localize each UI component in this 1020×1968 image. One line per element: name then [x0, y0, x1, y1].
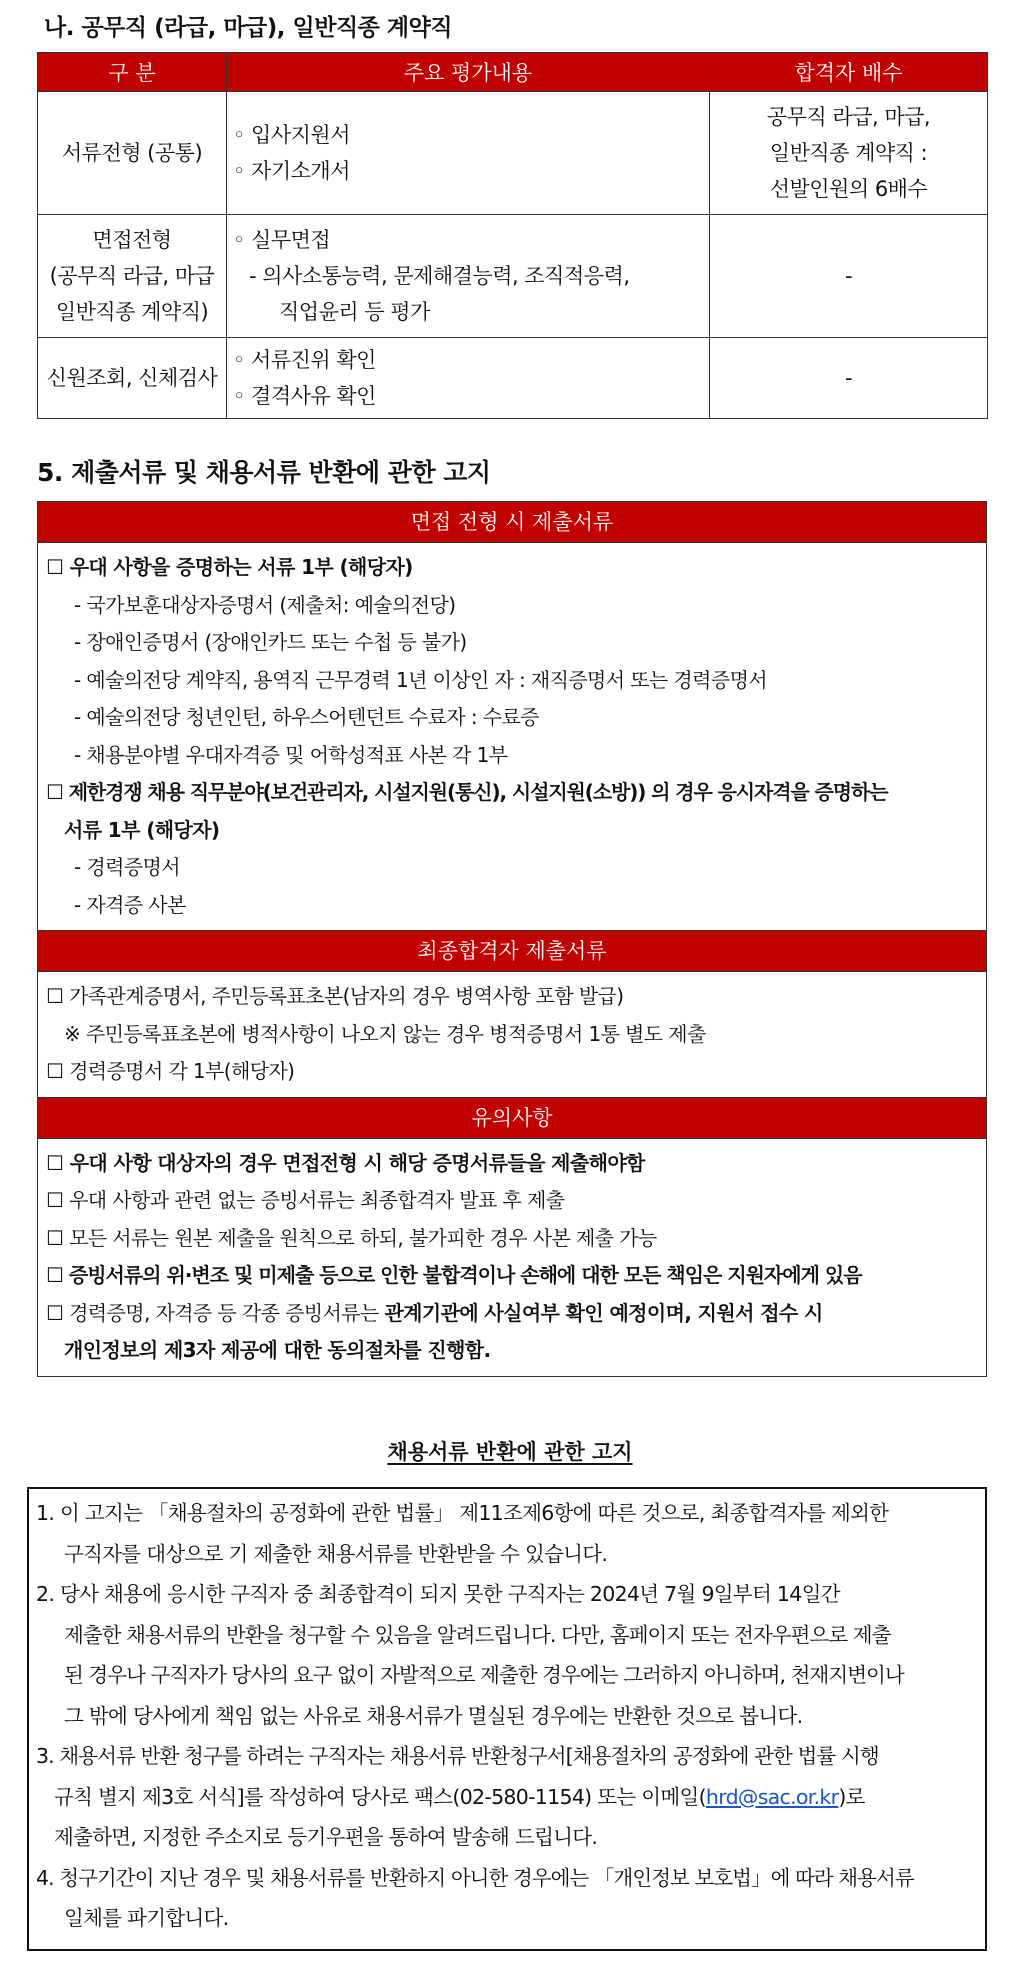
multiple-cell — [710, 92, 988, 215]
final-docs-list — [38, 972, 986, 1097]
note-text-bold: 관계기관에 사실여부 확인 예정이며, 지원서 접수 시 — [384, 1300, 823, 1325]
header-content: 주요 평가내용 — [227, 53, 710, 92]
return-notice-box — [27, 1487, 987, 1951]
list-item: ☐ 우대 사항과 관련 없는 증빙서류는 최종합격자 발표 후 제출 — [46, 1188, 565, 1212]
content-text: 직업윤리 등 평가 — [279, 300, 430, 324]
multiple-cell — [710, 338, 988, 419]
stage-text: 신원조회, 신체검사 — [46, 366, 218, 390]
list-item: ☐ 경력증명서 각 1부(해당자) — [46, 1059, 295, 1083]
note-text: ☐ 경력증명, 자격증 등 각종 증빙서류는 — [46, 1300, 385, 1325]
content-text: ◦ 결격사유 확인 — [233, 384, 376, 408]
stage-text: (공무직 라급, 마급 — [49, 264, 215, 288]
list-item: ☐ 증빙서류의 위·변조 및 미제출 등으로 인한 불합격이나 손해에 대한 모든 책임은 지원자에게 있음 — [46, 1263, 862, 1287]
list-item: 그 밖에 당사에게 책임 없는 사유로 채용서류가 멸실된 경우에는 반환한 것으로 봅니다. — [64, 1703, 803, 1728]
multiple-text: 선발인원의 6배수 — [769, 177, 928, 201]
documents-box — [37, 501, 987, 1377]
list-item: ☐ 가족관계증명서, 주민등록표초본(남자의 경우 병역사항 포함 발급) — [46, 984, 624, 1008]
content-text: ◦ 입사지원서 — [233, 123, 350, 147]
return-notice-title — [0, 1436, 1020, 1466]
table-row — [38, 92, 988, 215]
interview-docs-header: 면접 전형 시 제출서류 — [38, 502, 986, 542]
stage-text: 서류전형 (공통) — [61, 141, 203, 165]
content-text: ◦ 실무면접 — [233, 228, 331, 252]
multiple-text: - — [844, 264, 853, 288]
list-item: - 채용분야별 우대자격증 및 어학성적표 사본 각 1부 — [74, 742, 508, 767]
evaluation-table — [37, 52, 988, 419]
multiple-text: 공무직 라급, 마급, — [766, 105, 931, 129]
list-item: - 경력증명서 — [74, 855, 180, 879]
list-item: 구직자를 대상으로 기 제출한 채용서류를 반환받을 수 있습니다. — [64, 1541, 608, 1566]
list-item: 1. 이 고지는 「채용절차의 공정화에 관한 법률」 제11조제6항에 따른 것으로, 최종합격자를 제외한 — [36, 1501, 889, 1525]
email-link[interactable]: hrd@sac.or.kr — [705, 1784, 839, 1809]
return-notice-title-text: 채용서류 반환에 관한 고지 — [387, 1440, 633, 1464]
stage-text: 면접전형 — [92, 228, 172, 252]
content-cell — [227, 215, 710, 338]
stage-cell — [38, 92, 227, 215]
list-item: 개인정보의 제3자 제공에 대한 동의절차를 진행함. — [64, 1338, 491, 1362]
list-item: ☐ 제한경쟁 채용 직무분야(보건관리자, 시설지원(통신), 시설지원(소방)) 의 경우 응시자격을 증명하는 — [46, 780, 888, 804]
list-item: 서류 1부 (해당자) — [64, 817, 220, 842]
notes-list — [38, 1139, 986, 1376]
list-item: 제출하면, 지정한 주소지로 등기우편을 통하여 발송해 드립니다. — [54, 1825, 598, 1849]
stage-cell — [38, 215, 227, 338]
content-cell — [227, 92, 710, 215]
table-row — [38, 215, 988, 338]
list-item: 일체를 파기합니다. — [64, 1906, 229, 1930]
notice-text: 규칙 별지 제3호 서식]를 작성하여 당사로 팩스(02-580-1154) 또는 이메일( — [54, 1784, 706, 1809]
list-item: ☐ 모든 서류는 원본 제출을 원칙으로 하되, 불가피한 경우 사본 제출 가능 — [46, 1225, 657, 1250]
section-na-title: 나. 공무직 (라급, 마급), 일반직종 계약직 — [44, 15, 453, 41]
content-cell — [227, 338, 710, 419]
header-multiple: 합격자 배수 — [710, 53, 988, 92]
list-item: ※ 주민등록표초본에 병적사항이 나오지 않는 경우 병적증명서 1통 별도 제출 — [64, 1021, 706, 1046]
list-item: 된 경우나 구직자가 당사의 요구 없이 자발적으로 제출한 경우에는 그러하지 아니하며, 천재지변이나 — [64, 1663, 904, 1687]
list-item: - 자격증 사본 — [74, 892, 186, 917]
list-item: - 국가보훈대상자증명서 (제출처: 예술의전당) — [74, 592, 456, 617]
list-item: - 예술의전당 청년인턴, 하우스어텐던트 수료자 : 수료증 — [74, 705, 539, 729]
list-item — [46, 1295, 986, 1333]
stage-cell — [38, 338, 227, 419]
content-text: ◦ 자기소개서 — [233, 159, 350, 183]
content-text: - 의사소통능력, 문제해결능력, 조직적응력, — [249, 264, 630, 288]
list-item: 제출한 채용서류의 반환을 청구할 수 있음을 알려드립니다. 다만, 홈페이지 또는 전자우편으로 제출 — [64, 1622, 891, 1647]
list-item: 4. 청구기간이 지난 경우 및 채용서류를 반환하지 아니한 경우에는 「개인정보 보호법」에 따라 채용서류 — [36, 1865, 914, 1890]
multiple-text: 일반직종 계약직 : — [769, 141, 928, 165]
list-item: ☐ 우대 사항 대상자의 경우 면접전형 시 해당 증명서류들을 제출해야함 — [46, 1150, 645, 1175]
section5-title: 5. 제출서류 및 채용서류 반환에 관한 고지 — [37, 458, 491, 487]
multiple-text: - — [844, 366, 853, 390]
content-text: ◦ 서류진위 확인 — [233, 348, 376, 372]
list-item: - 장애인증명서 (장애인카드 또는 수첩 등 불가) — [74, 630, 467, 654]
return-notice-list — [29, 1489, 985, 1939]
header-category: 구 분 — [38, 53, 227, 92]
interview-docs-list — [38, 543, 986, 930]
list-item: - 예술의전당 계약직, 용역직 근무경력 1년 이상인 자 : 재직증명서 또는 경력증명서 — [74, 667, 768, 692]
multiple-cell — [710, 215, 988, 338]
notice-text: )로 — [838, 1784, 865, 1809]
list-item: ☐ 우대 사항을 증명하는 서류 1부 (해당자) — [46, 555, 413, 579]
list-item: 3. 채용서류 반환 청구를 하려는 구직자는 채용서류 반환청구서[채용절차의 공정화에 관한 법률 시행 — [36, 1744, 879, 1768]
notes-header: 유의사항 — [38, 1098, 986, 1138]
list-item: 2. 당사 채용에 응시한 구직자 중 최종합격이 되지 못한 구직자는 2024년 7월 9일부터 14일간 — [36, 1582, 840, 1606]
list-item — [36, 1777, 985, 1818]
table-row — [38, 338, 988, 419]
table-header-row — [38, 53, 988, 92]
stage-text: 일반직종 계약직) — [55, 300, 209, 324]
final-docs-header: 최종합격자 제출서류 — [38, 931, 986, 971]
